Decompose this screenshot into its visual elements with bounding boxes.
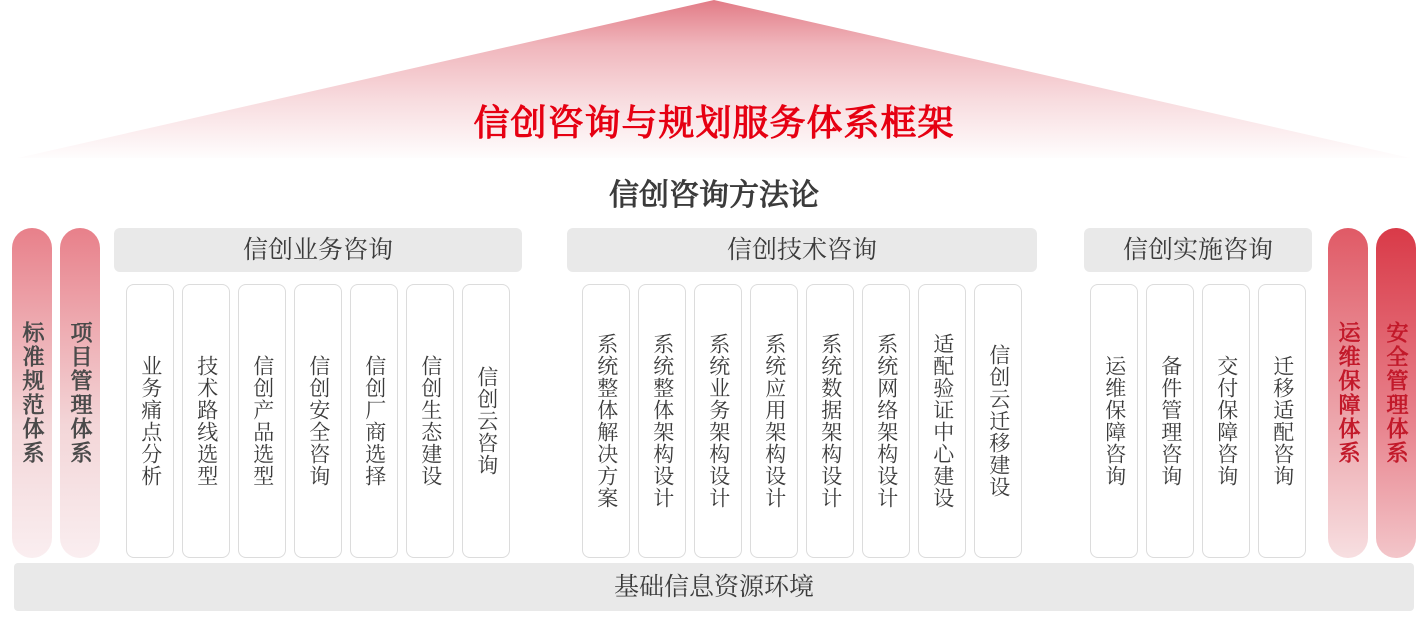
item-card[interactable] (1202, 284, 1250, 558)
pillar-label: 安全管理体系 (1384, 321, 1409, 465)
item-card[interactable] (582, 284, 630, 558)
item-card[interactable] (1258, 284, 1306, 558)
item-label: 信创云咨询 (474, 366, 498, 476)
group-business-consulting (110, 228, 526, 558)
group-header[interactable] (1084, 228, 1312, 272)
group-header-label: 信创业务咨询 (242, 236, 393, 264)
methodology-label: 信创咨询方法论 (609, 179, 819, 212)
foundation-bar: 基础信息资源环境 (14, 563, 1414, 611)
groups-container (104, 228, 1324, 558)
item-card[interactable] (406, 284, 454, 558)
item-label: 系统整体架构设计 (650, 333, 674, 509)
item-card[interactable] (126, 284, 174, 558)
pillar-security-management[interactable] (1376, 228, 1416, 558)
item-label: 适配验证中心建设 (930, 333, 954, 509)
pillar-label: 标准规范体系 (20, 321, 45, 465)
item-label: 迁移适配咨询 (1270, 355, 1294, 487)
item-label: 信创产品选型 (250, 355, 274, 487)
item-card[interactable] (1146, 284, 1194, 558)
pillar-label: 运维保障体系 (1336, 321, 1361, 465)
item-card[interactable] (750, 284, 798, 558)
item-card[interactable] (238, 284, 286, 558)
item-label: 技术路线选型 (194, 355, 218, 487)
item-label: 运维保障咨询 (1102, 355, 1126, 487)
item-label: 备件管理咨询 (1158, 355, 1182, 487)
item-label: 交付保障咨询 (1214, 355, 1238, 487)
item-label: 系统业务架构设计 (706, 333, 730, 509)
item-label: 信创生态建设 (418, 355, 442, 487)
item-card[interactable] (462, 284, 510, 558)
pillar-standard-spec[interactable] (12, 228, 52, 558)
pillar-project-management[interactable] (60, 228, 100, 558)
item-label: 信创安全咨询 (306, 355, 330, 487)
pillar-label: 项目管理体系 (68, 321, 93, 465)
item-label: 信创厂商选择 (362, 355, 386, 487)
item-label: 系统整体解决方案 (594, 333, 618, 509)
pillars-and-groups (0, 228, 1428, 558)
group-items (582, 284, 1022, 558)
group-header-label: 信创实施咨询 (1122, 236, 1273, 264)
item-card[interactable] (1090, 284, 1138, 558)
group-implementation-consulting (1078, 228, 1318, 558)
item-card[interactable] (694, 284, 742, 558)
diagram-title: 信创咨询与规划服务体系框架 (473, 102, 955, 143)
item-label: 信创云迁移建设 (986, 344, 1010, 498)
group-header[interactable] (114, 228, 522, 272)
pillar-operations-support[interactable] (1328, 228, 1368, 558)
item-card[interactable] (638, 284, 686, 558)
group-header-label: 信创技术咨询 (726, 236, 877, 264)
item-card[interactable] (182, 284, 230, 558)
item-label: 业务痛点分析 (138, 355, 162, 487)
item-card[interactable] (918, 284, 966, 558)
item-card[interactable] (294, 284, 342, 558)
item-label: 系统数据架构设计 (818, 333, 842, 509)
group-items (1090, 284, 1306, 558)
item-label: 系统应用架构设计 (762, 333, 786, 509)
group-technical-consulting (563, 228, 1041, 558)
item-card[interactable] (350, 284, 398, 558)
item-card[interactable] (862, 284, 910, 558)
item-card[interactable] (806, 284, 854, 558)
group-header[interactable] (567, 228, 1037, 272)
item-card[interactable] (974, 284, 1022, 558)
item-label: 系统网络架构设计 (874, 333, 898, 509)
group-items (126, 284, 510, 558)
